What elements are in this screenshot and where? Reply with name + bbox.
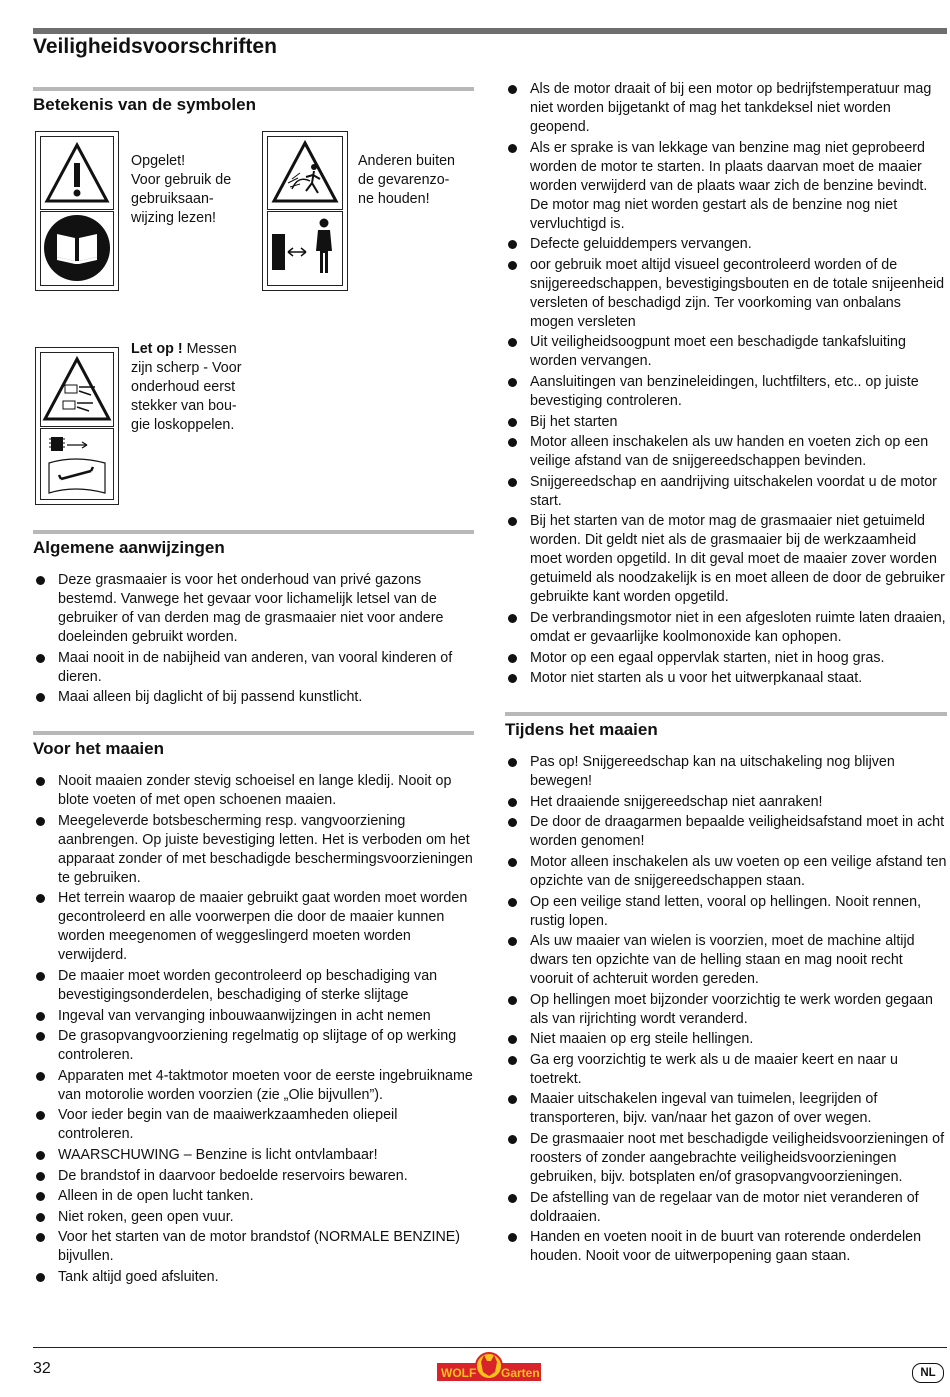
list-item: Als er sprake is van lekkage van benzine mag niet geprobeerd worden de motor te starten. In plaats daarvan moet de maaier worden verwijderd van de plaats waar zich de benzine bevindt. De motor mag niet worden gestart als de benzine nog niet vervluchtigd is. [505,139,947,234]
list-item: Ga erg voorzichtig te werk als u de maaier keert en naar u toetrekt. [505,1051,947,1089]
list-item: Maaier uitschakelen ingeval van tuimelen, leegrijden of transporteren, bijv. van/naar het gazon of over wegen. [505,1090,947,1128]
list-item: De brandstof in daarvoor bedoelde reservoirs bewaren. [33,1167,474,1186]
list-item: De verbrandingsmotor niet in een afgesloten ruimte laten draaien, omdat er gevaarlijke koolmonoxide kan ophopen. [505,609,947,647]
wolf-garten-logo [437,1352,541,1382]
list-item: Bij het starten van de motor mag de grasmaaier niet getuimeld worden. Dit geldt niet als de grasmaaier bij de werkzaamheid moet worden opgetild. In dit geval moet de maaier zover worden getuimeld als noodzakelijk is en moet alleen de door de gebruiker gebruikte kant worden opgetild. [505,512,947,607]
list-item: Voor ieder begin van de maaiwerkzaamheden oliepeil controleren. [33,1106,474,1144]
list-item: De grasmaaier noot met beschadigde veiligheidsvoorzieningen of roosters of zonder aangebrachte veiligheidsvoorzieningen gebruiken, bijv. botsplaten en/of grasopvangvoorzieningen. [505,1130,947,1187]
section-rule [505,712,947,716]
list-item: Op een veilige stand letten, vooral op hellingen. Nooit rennen, rustig lopen. [505,893,947,931]
symbols-area [33,115,474,530]
read-manual-symbol-icon [35,131,119,291]
list-item: Pas op! Snijgereedschap kan na uitschakeling nog blijven bewegen! [505,753,947,791]
list-item: Motor niet starten als u voor het uitwerpkanaal staat. [505,669,947,688]
language-badge: NL [912,1363,944,1383]
list-item: Tank altijd goed afsluiten. [33,1268,474,1287]
symbol-text-keep-distance: Anderen buiten de gevarenzo- ne houden! [358,153,455,207]
tijdens-list [505,753,947,1266]
list-item: Handen en voeten nooit in de buurt van roterende onderdelen houden. Nooit voor de uitwerpopening gaan staan. [505,1228,947,1266]
right-column [505,80,947,1268]
list-item: Op hellingen moet bijzonder voorzichtig te werk worden gegaan als van rijrichting wordt veranderd. [505,991,947,1029]
list-item: Het terrein waarop de maaier gebruikt gaat worden moet worden gecontroleerd en alle voorwerpen die door de maaier kunnen worden meegenomen of weggeslingerd moeten worden verwijderd. [33,889,474,965]
list-item: De maaier moet worden gecontroleerd op beschadiging van bevestigingsonderdelen, beschadiging of sterke slijtage [33,967,474,1005]
list-item: Maai nooit in de nabijheid van anderen, van vooral kinderen of dieren. [33,649,474,687]
list-item: Motor alleen inschakelen als uw handen en voeten zich op een veilige afstand van de snijgereedschappen bevinden. [505,433,947,471]
keep-distance-symbol-icon [262,131,348,291]
list-item: De afstelling van de regelaar van de motor niet veranderen of doldraaien. [505,1189,947,1227]
list-item: Maai alleen bij daglicht of bij passend kunstlicht. [33,688,474,707]
list-item: Meegeleverde botsbescherming resp. vangvoorziening aanbrengen. Op juiste bevestiging letten. Het is verboden om het apparaat zonder of met beschadigde beschermingsvoorzieningen te gebruiken. [33,812,474,888]
list-item: WAARSCHUWING – Benzine is licht ontvlambaar! [33,1146,474,1165]
list-item: Voor het starten van de motor brandstof (NORMALE BENZINE) bijvullen. [33,1228,474,1266]
footer-rule [33,1347,947,1348]
voor-list [33,772,474,1287]
algemene-list [33,571,474,707]
list-item: oor gebruik moet altijd visueel gecontroleerd worden of de snijgereedschappen, bevestigingsbouten en de totale snijeenheid versleten of beschadigd zijn. Ter voorkoming van onbalans mogen versleten [505,256,947,332]
voor-heading: Voor het maaien [33,739,164,759]
page-title: Veiligheidsvoorschriften [33,35,277,58]
list-item: Het draaiende snijgereedschap niet aanraken! [505,793,947,812]
symbol-text-read-manual: Opgelet! Voor gebruik de gebruiksaan- wijzing lezen! [131,153,232,226]
list-item: De grasopvangvoorziening regelmatig op slijtage of op werking controleren. [33,1027,474,1065]
list-item: Niet roken, geen open vuur. [33,1208,474,1227]
list-item: Snijgereedschap en aandrijving uitschakelen voordat u de motor start. [505,473,947,511]
section-rule [33,87,474,91]
list-item: Motor op een egaal oppervlak starten, niet in hoog gras. [505,649,947,668]
list-item: Defecte geluiddempers vervangen. [505,235,947,254]
logo-right-text: Garten [501,1366,540,1380]
list-item: Motor alleen inschakelen als uw voeten op een veilige afstand ten opzichte van de snijgereedschappen staan. [505,853,947,891]
list-item: Apparaten met 4-taktmotor moeten voor de eerste ingebruikname van motorolie worden voorzien (zie „Olie bijvullen”). [33,1067,474,1105]
page-number: 32 [33,1360,51,1377]
tijdens-heading: Tijdens het maaien [505,720,658,740]
list-item: Deze grasmaaier is voor het onderhoud van privé gazons bestemd. Vanwege het gevaar voor lichamelijk letsel van de gebruiker of van derden mag de grasmaaier niet voor andere doeleinden gebruikt worden. [33,571,474,647]
list-item: Alleen in de open lucht tanken. [33,1187,474,1206]
list-item: Ingeval van vervanging inbouwaanwijzingen in acht nemen [33,1007,474,1026]
section-rule [33,530,474,534]
list-item: Als uw maaier van wielen is voorzien, moet de machine altijd dwars ten opzichte van de helling staan en mag nooit recht vooruit of achteruit worden gereden. [505,932,947,989]
list-item: Niet maaien op erg steile hellingen. [505,1030,947,1049]
section-rule [33,731,474,735]
left-column [33,87,474,1289]
symbols-heading: Betekenis van de symbolen [33,95,256,114]
list-item: Als de motor draait of bij een motor op bedrijfstemperatuur mag niet worden bijgetankt of mag het tankdeksel niet worden geopend. [505,80,947,137]
top-rule [33,28,947,34]
list-item: Aansluitingen van benzineleidingen, luchtfilters, etc.. op juiste bevestiging controleren. [505,373,947,411]
symbol-text-bold: Let op ! [131,341,183,357]
list-item: Bij het starten [505,413,947,432]
sharp-blades-symbol-icon [35,347,119,505]
list-item: Nooit maaien zonder stevig schoeisel en lange kledij. Nooit op blote voeten of met open schoenen maaien. [33,772,474,810]
right-list [505,80,947,688]
logo-left-text: WOLF [441,1366,477,1380]
symbol-text-body: Messen zijn scherp - Voor onderhoud eerst stekker van bou- gie loskoppelen. [131,341,242,433]
algemene-heading: Algemene aanwijzingen [33,538,225,557]
symbol-text-sharp-blades [131,340,241,435]
list-item: De door de draagarmen bepaalde veiligheidsafstand moet in acht worden genomen! [505,813,947,851]
list-item: Uit veiligheidsoogpunt moet een beschadigde tankafsluiting worden vervangen. [505,333,947,371]
